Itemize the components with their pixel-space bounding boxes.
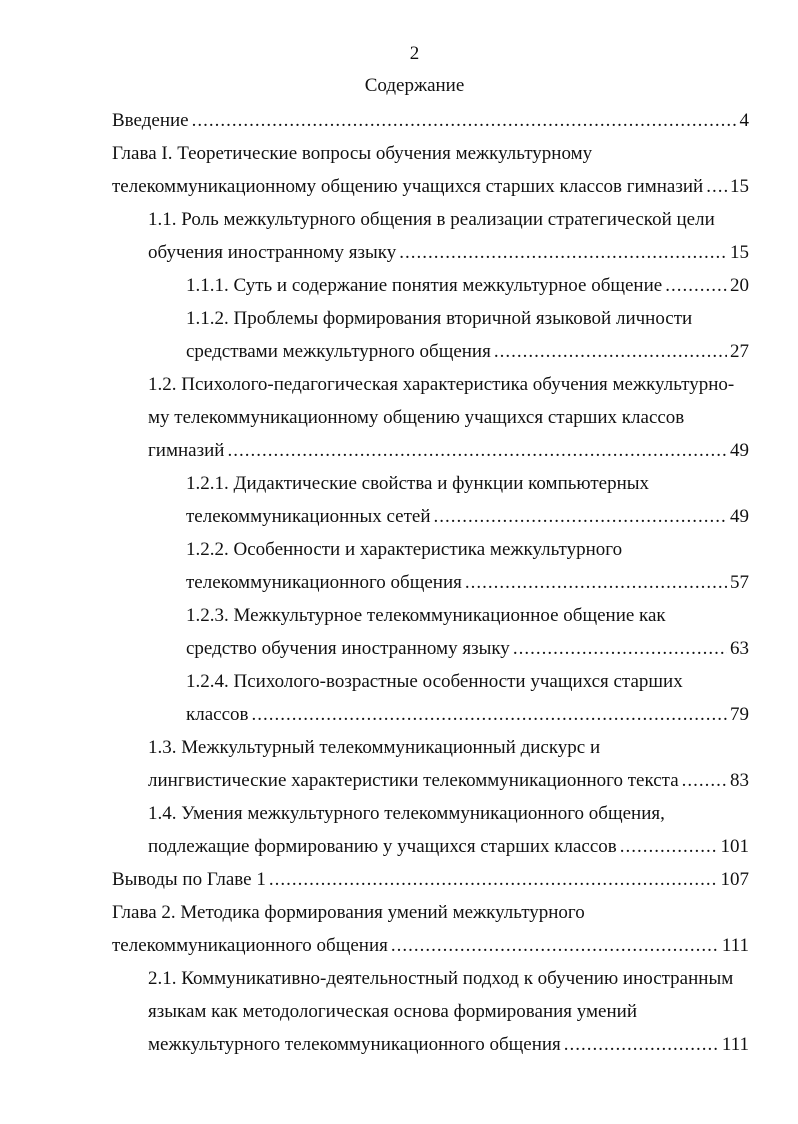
toc-entry-2-1-line-3[interactable] xyxy=(148,1033,749,1057)
toc-page-number: 49 xyxy=(730,440,749,461)
toc-entry-text: телекоммуникационного общения xyxy=(112,935,388,956)
dot-leader xyxy=(564,1033,719,1057)
toc-page-number: 27 xyxy=(730,341,749,362)
toc-entry-1-1-1[interactable] xyxy=(186,274,749,298)
dot-leader xyxy=(391,934,719,958)
toc-page-number: 4 xyxy=(739,110,749,131)
toc-entry-1-2-2-line-2[interactable] xyxy=(186,571,749,595)
toc-entry-text: Глава I. Теоретические вопросы обучения межкультурному xyxy=(112,143,593,164)
toc-entry-text: классов xyxy=(186,704,249,725)
toc-page-number: 79 xyxy=(730,704,749,725)
toc-entry-1-2-line-2[interactable] xyxy=(148,406,684,430)
toc-entry-text: 1.2.3. Межкультурное телекоммуникационное общение как xyxy=(186,605,666,626)
dot-leader xyxy=(434,505,727,529)
toc-entry-1-1-line-2[interactable] xyxy=(148,241,749,265)
toc-entry-2-1-line-2[interactable] xyxy=(148,1000,637,1024)
toc-entry-chapter-1-line-1[interactable] xyxy=(112,142,592,166)
dot-leader xyxy=(227,439,727,463)
toc-entry-1-2-1-line-1[interactable] xyxy=(186,472,649,496)
toc-entry-1-1-2-line-2[interactable] xyxy=(186,340,749,364)
toc-entry-1-2-line-3[interactable] xyxy=(148,439,749,463)
toc-entry-text: обучения иностранному языку xyxy=(148,242,397,263)
dot-leader xyxy=(251,703,727,727)
toc-entry-text: телекоммуникационному общению учащихся старших классов гимназий xyxy=(112,176,704,197)
toc-entry-1-4-line-2[interactable] xyxy=(148,835,749,859)
toc-entry-conclusions-chapter-1[interactable] xyxy=(112,868,749,892)
toc-entry-text: 1.4. Умения межкультурного телекоммуникационного общения, xyxy=(148,803,665,824)
dot-leader xyxy=(192,109,737,133)
toc-entry-1-4-line-1[interactable] xyxy=(148,802,665,826)
toc-entry-text: лингвистические характеристики телекоммуникационного текста xyxy=(148,770,679,791)
toc-entry-text: Введение xyxy=(112,110,189,131)
toc-page-number: 107 xyxy=(720,869,749,890)
toc-entry-text: языкам как методологическая основа формирования умений xyxy=(148,1001,637,1022)
toc-entry-text: средство обучения иностранному языку xyxy=(186,638,510,659)
dot-leader xyxy=(620,835,718,859)
toc-page-number: 83 xyxy=(730,770,749,791)
toc-entry-text: 1.2.4. Психолого-возрастные особенности учащихся старших xyxy=(186,671,683,692)
toc-entry-text: Выводы по Главе 1 xyxy=(112,869,266,890)
toc-entry-text: 1.2.1. Дидактические свойства и функции компьютерных xyxy=(186,473,650,494)
toc-entry-text: средствами межкультурного общения xyxy=(186,341,491,362)
dot-leader xyxy=(399,241,727,265)
toc-entry-1-2-4-line-1[interactable] xyxy=(186,670,683,694)
dot-leader xyxy=(494,340,727,364)
toc-page-number: 63 xyxy=(730,638,749,659)
toc-entry-text: телекоммуникационных сетей xyxy=(186,506,431,527)
toc-entry-text: 1.1.2. Проблемы формирования вторичной языковой личности xyxy=(186,308,693,329)
toc-entry-1-2-3-line-2[interactable] xyxy=(186,637,749,661)
toc-entry-text: гимназий xyxy=(148,440,225,461)
toc-page-number: 111 xyxy=(721,1034,749,1055)
toc-page-number: 49 xyxy=(730,506,749,527)
toc-entry-text: межкультурного телекоммуникационного общения xyxy=(148,1034,561,1055)
dot-leader xyxy=(269,868,718,892)
toc-entry-chapter-2-line-2[interactable] xyxy=(112,934,749,958)
toc-entry-text: 1.2.2. Особенности и характеристика межкультурного xyxy=(186,539,623,560)
page-number: 2 xyxy=(409,43,420,64)
toc-entry-1-2-4-line-2[interactable] xyxy=(186,703,749,727)
page-title: Содержание xyxy=(364,75,465,96)
toc-entry-text: 1.1.1. Суть и содержание понятия межкультурное общение xyxy=(186,275,663,296)
toc-entry-text: телекоммуникационного общения xyxy=(186,572,462,593)
toc-entry-text: Глава 2. Методика формирования умений межкультурного xyxy=(112,902,585,923)
toc-entry-text: 2.1. Коммуникативно-деятельностный подход к обучению иностранным xyxy=(148,968,734,989)
toc-entry-1-2-line-1[interactable] xyxy=(148,373,734,397)
toc-entry-chapter-2-line-1[interactable] xyxy=(112,901,585,925)
dot-leader xyxy=(465,571,727,595)
dot-leader xyxy=(706,175,727,199)
toc-entry-intro[interactable] xyxy=(112,109,749,133)
toc-page-number: 20 xyxy=(730,275,749,296)
toc-entry-2-1-line-1[interactable] xyxy=(148,967,733,991)
dot-leader xyxy=(665,274,727,298)
toc-entry-text: 1.2. Психолого-педагогическая характеристика обучения межкультурно- xyxy=(148,374,735,395)
toc-page-number: 15 xyxy=(730,176,749,197)
toc-entry-1-3-line-1[interactable] xyxy=(148,736,600,760)
toc-entry-1-2-1-line-2[interactable] xyxy=(186,505,749,529)
toc-entry-text: 1.1. Роль межкультурного общения в реализации стратегической цели xyxy=(148,209,715,230)
toc-entry-text: му телекоммуникационному общению учащихся старших классов xyxy=(148,407,685,428)
dot-leader xyxy=(513,637,727,661)
toc-page-number: 15 xyxy=(730,242,749,263)
toc-entry-text: подлежащие формированию у учащихся старших классов xyxy=(148,836,617,857)
toc-page-number: 111 xyxy=(721,935,749,956)
toc-page-number: 57 xyxy=(730,572,749,593)
toc-entry-1-3-line-2[interactable] xyxy=(148,769,749,793)
toc-entry-1-2-2-line-1[interactable] xyxy=(186,538,622,562)
toc-entry-1-1-2-line-1[interactable] xyxy=(186,307,692,331)
dot-leader xyxy=(682,769,727,793)
toc-page-number: 101 xyxy=(720,836,749,857)
toc-entry-1-1-line-1[interactable] xyxy=(148,208,715,232)
toc-entry-1-2-3-line-1[interactable] xyxy=(186,604,666,628)
toc-entry-chapter-1-line-2[interactable] xyxy=(112,175,749,199)
toc-entry-text: 1.3. Межкультурный телекоммуникационный дискурс и xyxy=(148,737,601,758)
